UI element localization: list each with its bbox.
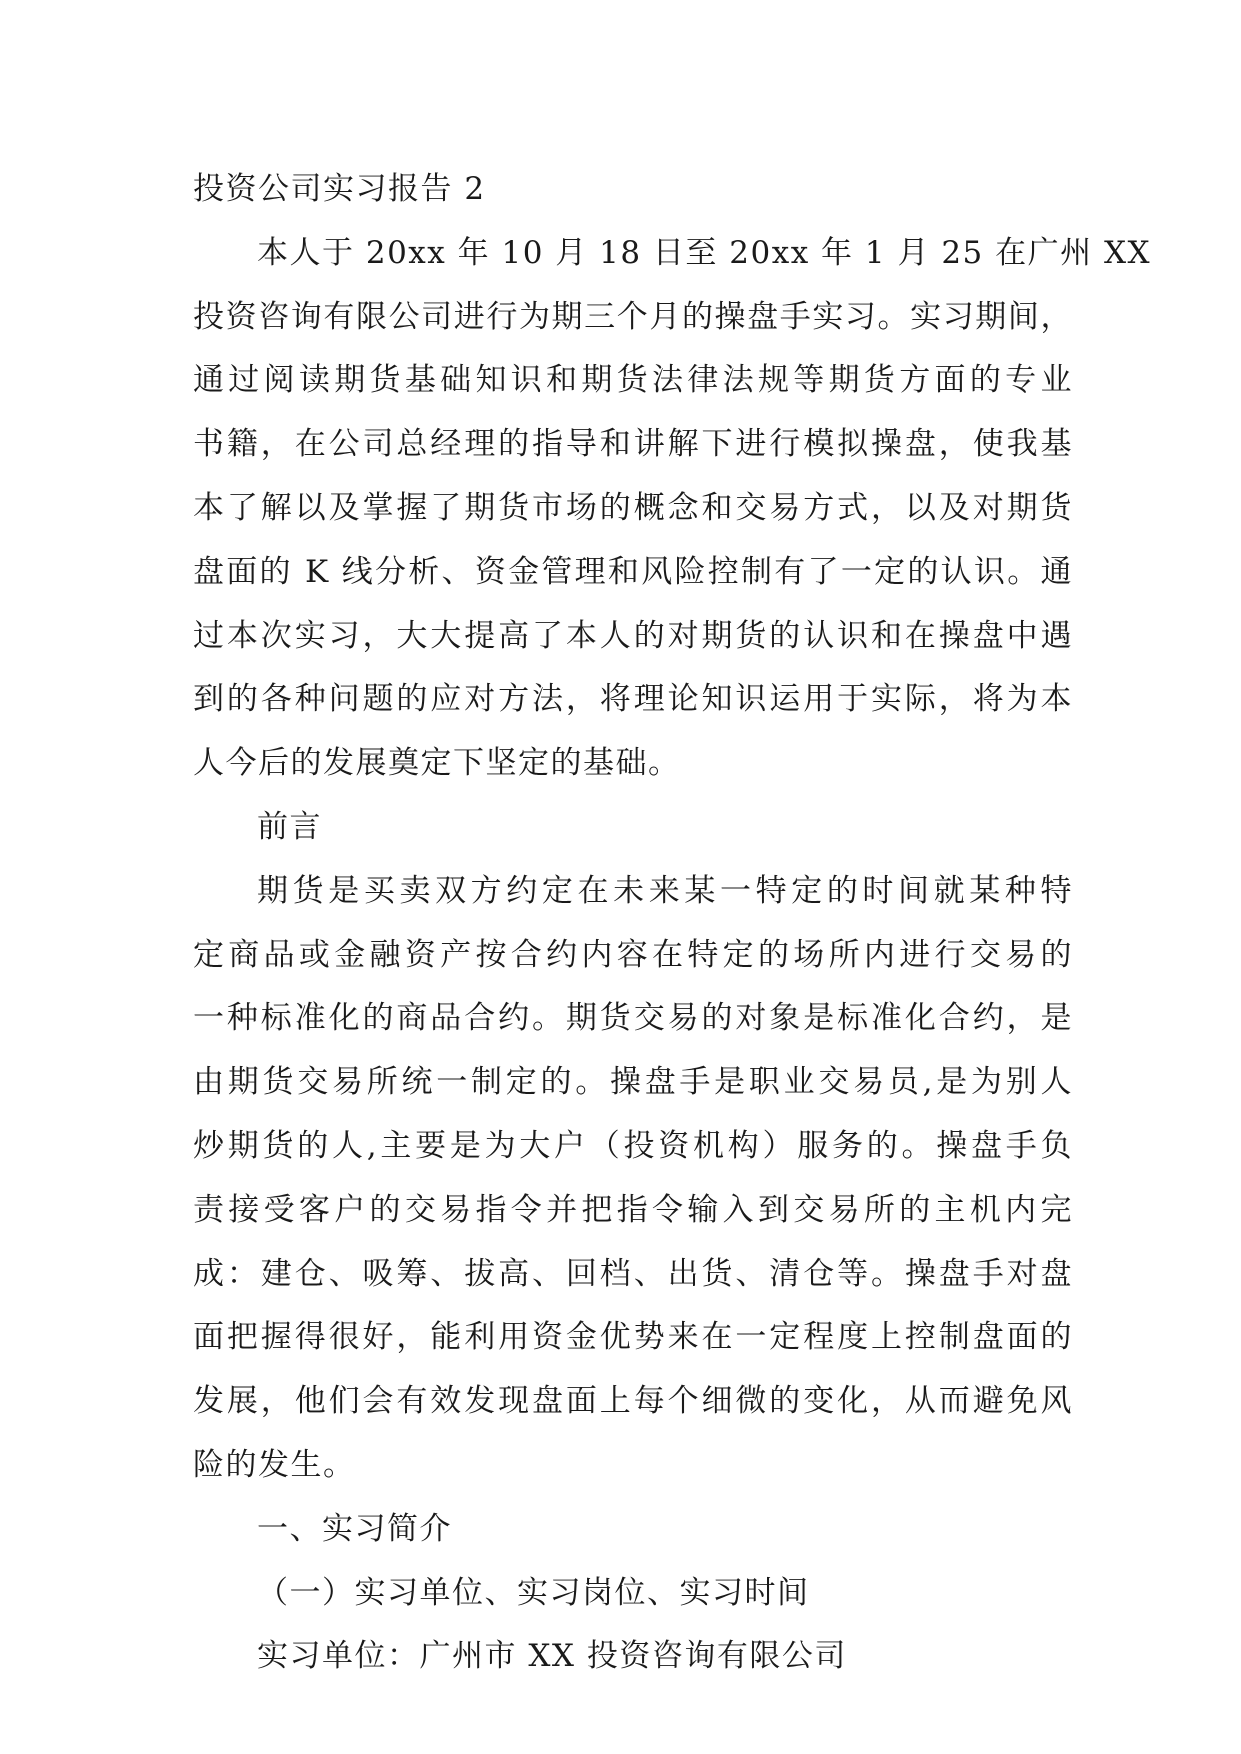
text-line: 定商品或金融资产按合约内容在特定的场所内进行交易的 (193, 936, 1073, 973)
text-line: 投资咨询有限公司进行为期三个月的操盘手实习。实习期间， (193, 298, 1073, 335)
text-line: 成：建仓、吸筹、拔高、回档、出货、清仓等。操盘手对盘 (193, 1255, 1073, 1292)
text-line: 到的各种问题的应对方法，将理论知识运用于实际，将为本 (193, 681, 1073, 718)
text-line: 责接受客户的交易指令并把指令输入到交易所的主机内完 (193, 1191, 1073, 1228)
text-line: 面把握得很好，能利用资金优势来在一定程度上控制盘面的 (193, 1319, 1073, 1356)
text-line: 一种标准化的商品合约。期货交易的对象是标准化合约，是 (193, 1000, 1073, 1037)
text-line: 本人于 20xx 年 10 月 18 日至 20xx 年 1 月 25 在广州 XX (257, 234, 1152, 271)
text-line: 通过阅读期货基础知识和期货法律法规等期货方面的专业 (193, 362, 1073, 399)
text-line: 盘面的 K 线分析、资金管理和风险控制有了一定的认识。通 (193, 553, 1073, 590)
text-line: 期货是买卖双方约定在未来某一特定的时间就某种特 (257, 872, 1073, 909)
document-heading: 投资公司实习报告 2 (193, 171, 486, 207)
text-line: 由期货交易所统一制定的。操盘手是职业交易员,是为别人 (193, 1064, 1073, 1101)
text-line: 过本次实习，大大提高了本人的对期货的认识和在操盘中遇 (193, 617, 1073, 654)
text-line: 本了解以及掌握了期货市场的概念和交易方式，以及对期货 (193, 489, 1073, 526)
text-line: 一、实习简介 (257, 1510, 452, 1547)
text-line: 险的发生。 (193, 1446, 356, 1483)
text-line: 实习单位：广州市 XX 投资咨询有限公司 (257, 1638, 847, 1675)
text-line: 发展，他们会有效发现盘面上每个细微的变化，从而避免风 (193, 1383, 1073, 1420)
text-line: （一）实习单位、实习岗位、实习时间 (257, 1574, 810, 1611)
text-line: 炒期货的人,主要是为大户（投资机构）服务的。操盘手负 (193, 1127, 1073, 1164)
document-body (193, 158, 1152, 1689)
text-line: 前言 (257, 808, 322, 845)
text-line: 书籍，在公司总经理的指导和讲解下进行模拟操盘，使我基 (193, 426, 1073, 463)
text-line: 人今后的发展奠定下坚定的基础。 (193, 745, 681, 782)
